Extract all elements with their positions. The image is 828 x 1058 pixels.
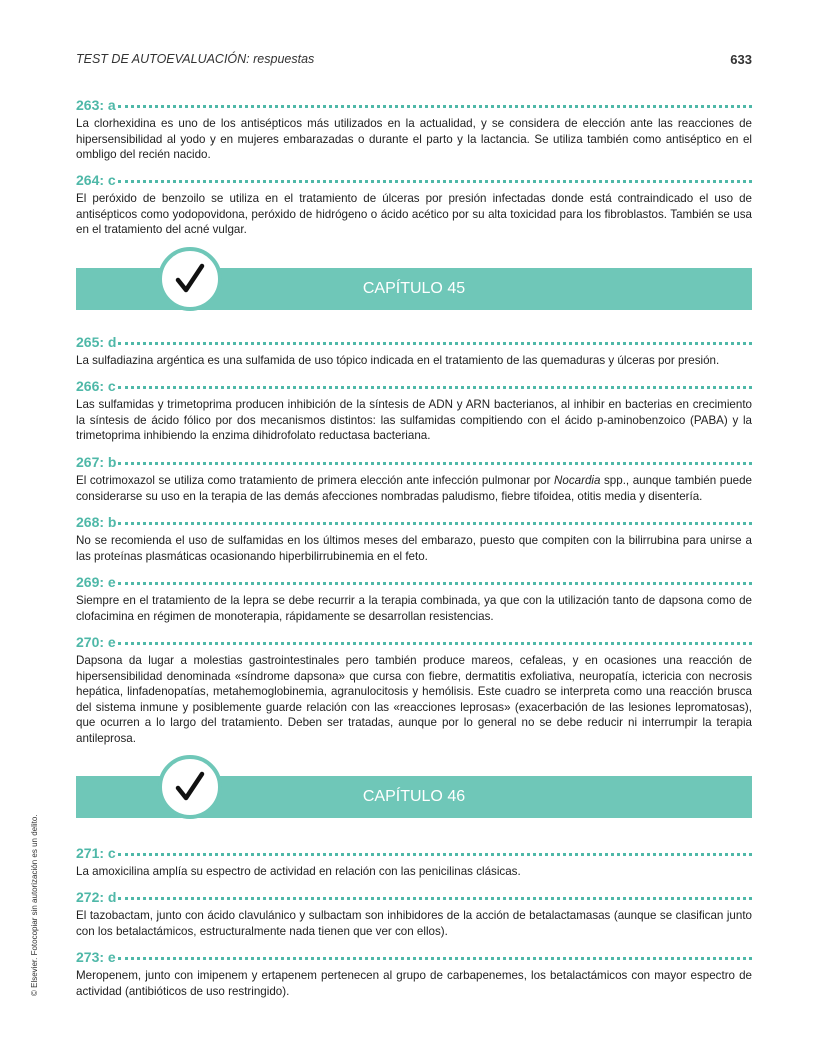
answer-268: [76, 514, 752, 564]
page-number: 633: [730, 52, 752, 67]
answer-number: 270: e: [76, 634, 116, 650]
answer-number: 264: c: [76, 172, 116, 188]
dotted-leader: [118, 639, 752, 645]
answer-265: [76, 334, 752, 369]
answer-272: [76, 889, 752, 939]
answer-text-italic: Nocardia: [554, 474, 601, 487]
answer-number: 265: d: [76, 334, 117, 350]
dotted-leader: [118, 894, 752, 900]
answer-text-part: spp., aunque también puede considerarse su uso en la terapia de las demás afecciones nombradas paludismo, fiebre tifoidea, otitis media y disentería.: [76, 474, 752, 503]
answer-number: 269: e: [76, 574, 116, 590]
answer-264: [76, 172, 752, 238]
dotted-leader: [118, 519, 752, 525]
answer-263: [76, 97, 752, 163]
answer-number: 267: b: [76, 454, 117, 470]
answer-text: Dapsona da lugar a molestias gastrointestinales pero también produce mareos, cefaleas, y en ocasiones una reacción de hipersensibilidad denominada «síndrome dapsona» que cursa con fiebre, dermatitis exfoliativa, neuropatía, ictericia con necrosis hepática, linfadenopatías, metahemoglobinemia, agranulocitosis y hemólisis. Este cuadro se interpreta como una reacción brusca del sistema inmune y posiblemente guarde relación con las «reacciones leprosas» (exacerbación de las lesiones lepromatosas), que ocurren a lo largo del tratamiento. Deben ser tratadas, aunque por lo general no se debe reducir ni interrumpir la terapia antileprosa.: [76, 654, 752, 745]
answer-text-part: El cotrimoxazol se utiliza como tratamiento de primera elección ante infección pulmonar por: [76, 474, 555, 487]
answer-text: El tazobactam, junto con ácido clavulánico y sulbactam son inhibidores de la acción de betalactamasas (aunque se clasifican junto con los betalactámicos, estructuralmente nada tienen que ver con ellos).: [76, 909, 752, 938]
chapter-banner-45: [76, 268, 752, 310]
answer-number: 268: b: [76, 514, 117, 530]
answer-number: 263: a: [76, 97, 116, 113]
answer-269: [76, 574, 752, 624]
answer-number: 266: c: [76, 378, 116, 394]
running-title-main: TEST DE AUTOEVALUACIÓN:: [76, 52, 250, 66]
answer-text: La amoxicilina amplía su espectro de actividad en relación con las penicilinas clásicas.: [76, 865, 521, 878]
answer-number: 273: e: [76, 949, 116, 965]
answer-267: [76, 454, 752, 504]
answer-273: [76, 949, 752, 999]
answer-text: La sulfadiazina argéntica es una sulfamida de uso tópico indicada en el tratamiento de las quemaduras y úlceras por presión.: [76, 354, 720, 367]
copyright-note: © Elsevier. Fotocopiar sin autorización es un delito.: [30, 814, 39, 996]
answer-271: [76, 845, 752, 880]
dotted-leader: [118, 459, 752, 465]
answer-number: 272: d: [76, 889, 117, 905]
answer-text: Las sulfamidas y trimetoprima producen inhibición de la síntesis de ADN y ARN bacterianos, al inhibir en bacterias en crecimiento la síntesis de ácido fólico por dos mecanismos distintos: las sulfamidas compitiendo con el ácido p-aminobenzoico (PABA) y la trimetoprima inhibiendo la enzima dihidrofolato reductasa bacteriana.: [76, 398, 752, 443]
answer-text: El peróxido de benzoilo se utiliza en el tratamiento de úlceras por presión infectadas donde está contraindicado el uso de antisépticos como yodopovidona, peróxido de hidrógeno o ácido acético por su alta toxicidad para los fibroblastos. También se usa en el tratamiento del acné vulgar.: [76, 192, 752, 237]
dotted-leader: [118, 383, 752, 389]
answer-270: [76, 634, 752, 747]
chapter-title: CAPÍTULO 46: [362, 788, 466, 805]
answer-text: [76, 473, 752, 504]
dotted-leader: [118, 102, 752, 108]
answer-text: Meropenem, junto con imipenem y ertapenem pertenecen al grupo de carbapenemes, los betalactámicos con mayor espectro de actividad (antibióticos de uso restringido).: [76, 969, 752, 998]
chapter-title: CAPÍTULO 45: [362, 280, 466, 297]
dotted-leader: [118, 579, 752, 585]
dotted-leader: [118, 850, 752, 856]
dotted-leader: [118, 954, 752, 960]
running-title-sub: respuestas: [253, 52, 315, 66]
answer-text: La clorhexidina es uno de los antisépticos más utilizados en la actualidad, y se considera de elección ante las reacciones de hipersensibilidad al yodo y en mujeres embarazadas o durante el parto y la lactancia. Se utiliza también como antiséptico en el ombligo del recién nacido.: [76, 117, 752, 162]
page-header: [76, 52, 752, 70]
answer-266: [76, 378, 752, 444]
chapter-banner-46: [76, 776, 752, 818]
answer-number: 271: c: [76, 845, 116, 861]
running-title: [76, 52, 314, 66]
dotted-leader: [118, 339, 752, 345]
dotted-leader: [118, 177, 752, 183]
answer-text: Siempre en el tratamiento de la lepra se debe recurrir a la terapia combinada, ya que con la utilización tanto de dapsona como de clofacimina en régimen de monoterapia, rápidamente se desarrollan resistencias.: [76, 594, 752, 623]
answer-text: No se recomienda el uso de sulfamidas en los últimos meses del embarazo, puesto que compiten con la bilirrubina para unirse a las proteínas plasmáticas ocasionando hiperbilirrubinemia en el feto.: [76, 534, 752, 563]
